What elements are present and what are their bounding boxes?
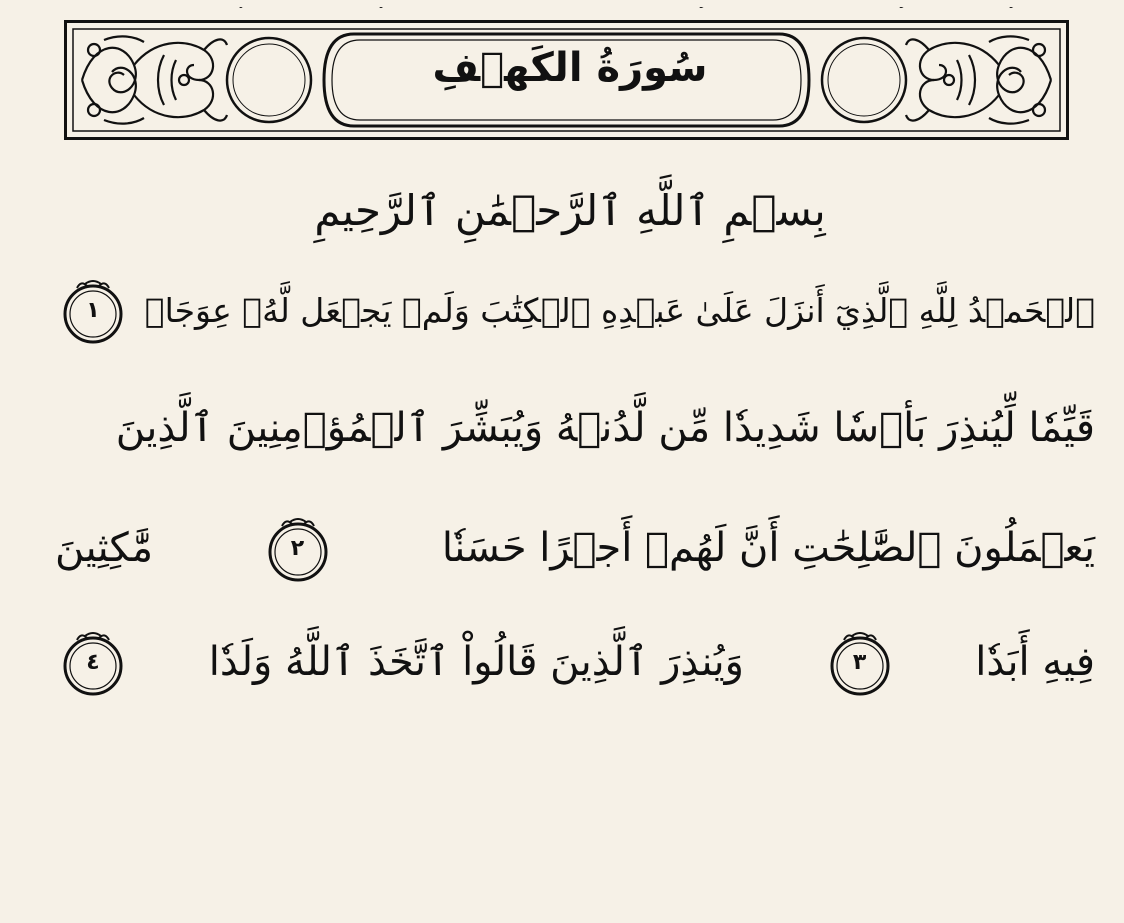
surah-title: سُورَةُ الكَهۡفِ [432, 45, 708, 91]
basmala: بِسۡمِ ٱللَّهِ ٱلرَّحۡمَٰنِ ٱلرَّحِيمِ [314, 185, 826, 235]
ayah-number: ١ [86, 297, 100, 323]
ayah-number-marker [55, 624, 131, 700]
verse-text: قَيِّمٗا لِّيُنذِرَ بَأۡسٗا شَدِيدٗا مِّن لَّدُنۡهُ وَيُبَشِّرَ ٱلۡمُؤۡمِنِينَ ٱلَّذِينَ [115, 405, 1095, 451]
verse-text: فِيهِ أَبَدٗا [975, 639, 1095, 685]
verse-line-2 [55, 388, 1095, 468]
verse-line-4 [55, 622, 1095, 702]
verse-text: ٱلۡحَمۡدُ لِلَّهِ ٱلَّذِيٓ أَنزَلَ عَلَىٰ عَبۡدِهِ ٱلۡكِتَٰبَ وَلَمۡ يَجۡعَل لَّهُۥ عِوَجَاۜ [144, 290, 1095, 330]
ayah-number-marker [55, 272, 131, 348]
verse-text: وَيُنذِرَ ٱلَّذِينَ قَالُواْ ٱتَّخَذَ ٱللَّهُ وَلَدٗا [208, 639, 744, 685]
ayah-number: ٢ [290, 535, 305, 561]
ayah-number-marker [260, 510, 336, 586]
ayah-number-marker [822, 624, 898, 700]
verse-text: يَعۡمَلُونَ ٱلصَّٰلِحَٰتِ أَنَّ لَهُمۡ أَجۡرًا حَسَنٗا [441, 525, 1095, 571]
ayah-number: ٤ [86, 649, 100, 675]
ayah-number: ٣ [852, 649, 867, 675]
verse-line-3 [55, 508, 1095, 588]
verse-line-1 [55, 270, 1095, 350]
verse-text: مَّٰكِثِينَ [55, 525, 154, 571]
previous-line-remnant [0, 0, 1124, 8]
